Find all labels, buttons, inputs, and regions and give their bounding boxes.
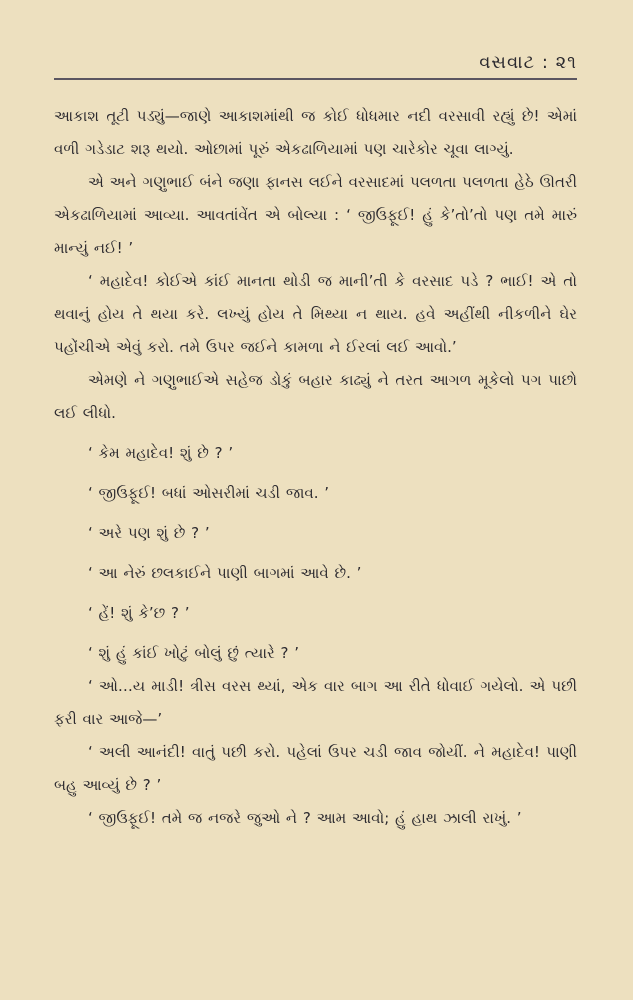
header-rule	[54, 78, 577, 80]
paragraph-6: ‘ અલી આનંદી! વાતું પછી કરો. પહેલાં ઉપર ચડી જાવ જોયીં. ને મહાદેવ! પાણી બહુ આવ્યું છે ? ’	[54, 743, 577, 794]
paragraph-2: એ અને ગણુભાઈ બંને જણા ફાનસ લઈને વરસાદમાં પલળતા પલળતા હેઠે ઊતરી એકઢાળિયામાં આવ્યા. આવતાંવેંત એ બોલ્યા : ‘ જીઉફૂઈ! હું કે’તો’તો પણ તમે મારું માન્યું નઈ! ’	[54, 173, 577, 257]
dialogue-line-5: ‘ હેં! શું કે’છ ? ’	[88, 604, 190, 622]
paragraph-7: ‘ જીઉફૂઈ! તમે જ નજરે જુઓ ને ? આમ આવો; હું હાથ ઝાલી રાખું. ’	[88, 809, 522, 827]
paragraph-1: આકાશ તૂટી પડ્યું—જાણે આકાશમાંથી જ કોઈ ધોધમાર નદી વરસાવી રહ્યું છે! એમાં વળી ગડેડાટ શરૂ થયો. ઓછામાં પૂરું એકઢાળિયામાં પણ ચારેકોર ચૂવા લાગ્યું.	[54, 107, 577, 158]
dialogue-line-1: ‘ કેમ મહાદેવ! શું છે ? ’	[88, 444, 234, 462]
page-body	[54, 100, 577, 835]
dialogue-line-2: ‘ જીઉફૂઈ! બધાં ઓસરીમાં ચડી જાવ. ’	[88, 484, 330, 502]
dialogue-line-6: ‘ શું હું કાંઈ ખોટું બોલું છું ત્યારે ? ’	[88, 644, 300, 662]
paragraph-4: એમણે ને ગણુભાઈએ સહેજ ડોકું બહાર કાઢ્યું ને તરત આગળ મૂકેલો પગ પાછો લઈ લીધો.	[54, 371, 577, 422]
paragraph-5: ‘ ઓ…ય માડી! ત્રીસ વરસ થ્યાં, એક વાર બાગ આ રીતે ધોવાઈ ગયેલો. એ પછી ફરી વાર આજે—’	[54, 677, 577, 728]
dialogue-line-4: ‘ આ નેરું છલકાઈને પાણી બાગમાં આવે છે. ’	[88, 564, 362, 582]
running-header: વસવાટ : ૨૧	[479, 52, 577, 73]
dialogue-line-3: ‘ અરે પણ શું છે ? ’	[88, 524, 210, 542]
paragraph-3: ‘ મહાદેવ! કોઈએ કાંઈ માનતા થોડી જ માની’તી કે વરસાદ પડે ? ભાઈ! એ તો થવાનું હોય તે થયા કરે. લખ્યું હોય તે મિથ્યા ન થાય. હવે અહીંથી નીકળીને ઘેર પહોંચીએ એવું કરો. તમે ઉપર જઈને કામળા ને ઈરલાં લઈ આવો.’	[54, 272, 577, 356]
